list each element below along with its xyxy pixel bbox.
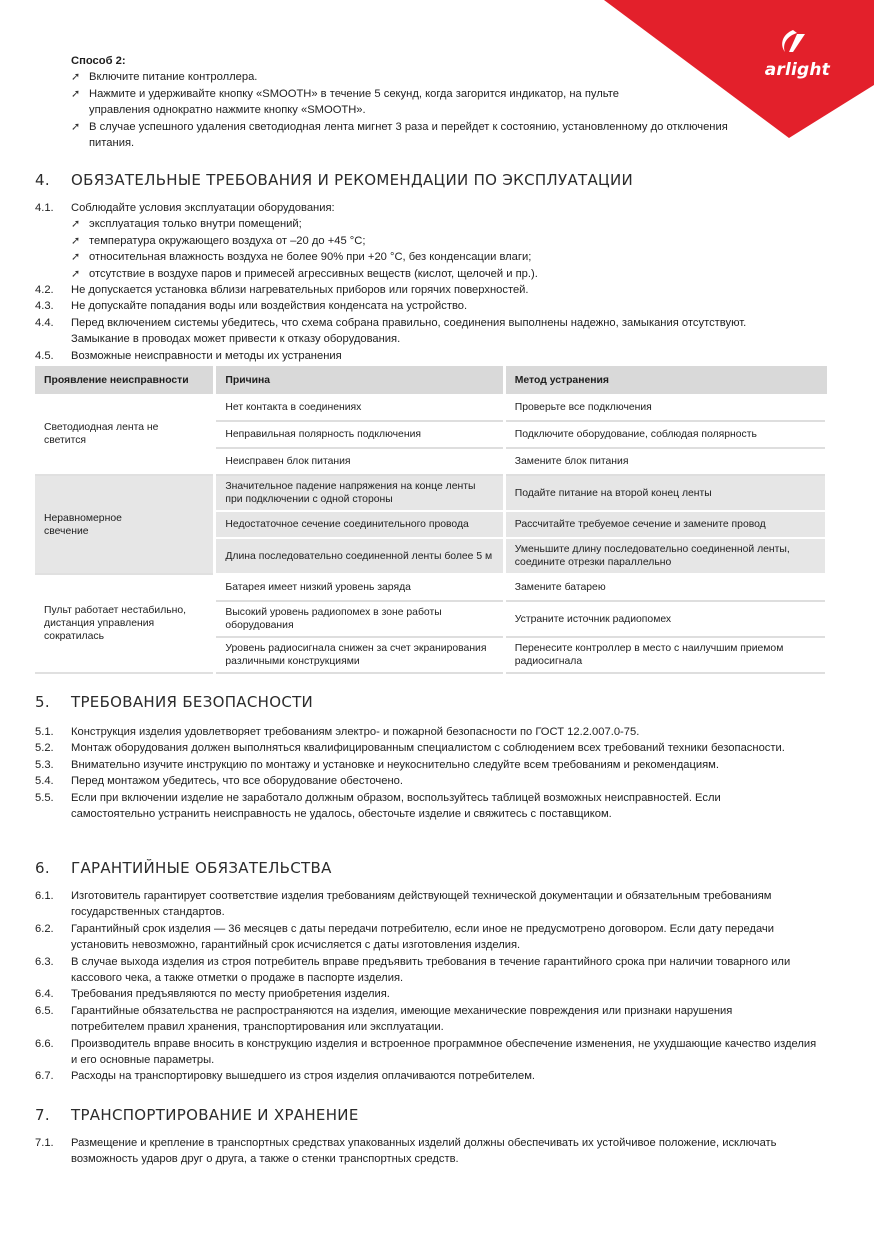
item-text: Производитель вправе вносить в конструкцию изделия и встроенное программное обеспечение изменения, не ухудшающие качество изделия и его основные параметры. xyxy=(71,1037,817,1067)
column-header-method: Метод устранения xyxy=(504,366,826,394)
item-text: Требования предъявляются по месту приобретения изделия. xyxy=(71,988,390,1001)
cause-cell: Уровень радиосигнала снижен за счет экранирования различными конструкциями xyxy=(215,637,504,673)
item-number: 5.4. xyxy=(35,775,54,788)
list-item xyxy=(35,757,825,773)
symptom-cell: Пульт работает нестабильно, дистанция управления сократилась xyxy=(35,574,215,673)
item-number: 5.1. xyxy=(35,726,54,738)
list-item xyxy=(35,1036,825,1069)
list-item xyxy=(35,888,805,921)
item-number: 6.6. xyxy=(35,1037,54,1050)
cause-cell: Высокий уровень радиопомех в зоне работы оборудования xyxy=(215,601,504,637)
list-item xyxy=(35,200,825,216)
fault-table xyxy=(35,366,828,674)
section-5-title xyxy=(35,694,313,710)
arrow-bullet-icon: ➚ xyxy=(71,234,81,247)
list-item xyxy=(71,86,631,119)
cause-cell: Неправильная полярность подключения xyxy=(215,421,504,448)
list-item xyxy=(35,773,825,789)
arrow-bullet-icon: ➚ xyxy=(71,87,81,100)
arrow-bullet-icon: ➚ xyxy=(71,267,81,280)
list-item-text: отсутствие в воздухе паров и примесей агрессивных веществ (кислот, щелочей и пр.). xyxy=(89,267,538,280)
item-number: 5.2. xyxy=(35,742,54,755)
list-item xyxy=(35,740,815,756)
list-item xyxy=(35,1068,825,1084)
item-number: 5.5. xyxy=(35,791,54,804)
item-text: Возможные неисправности и методы их устранения xyxy=(71,349,342,362)
item-text: Не допускается установка вблизи нагревательных приборов или горячих поверхностей. xyxy=(71,284,529,297)
column-header-symptom: Проявление неисправности xyxy=(35,366,215,394)
list-item xyxy=(71,266,825,282)
section-number: 6. xyxy=(35,859,50,877)
list-item xyxy=(71,69,751,85)
method-cell: Замените батарею xyxy=(504,574,826,601)
item-number: 6.1. xyxy=(35,890,54,902)
item-number: 6.3. xyxy=(35,955,54,968)
method-2-heading: Способ 2: xyxy=(71,55,126,67)
item-number: 4.5. xyxy=(35,349,54,362)
item-text: Монтаж оборудования должен выполняться квалифицированным специалистом с соблюдением всех требований техники безопасности. xyxy=(71,742,785,755)
list-item xyxy=(35,954,810,987)
section-6-items xyxy=(35,888,825,1085)
section-5-items xyxy=(35,724,825,822)
item-text: Перед монтажом убедитесь, что все оборудование обесточено. xyxy=(71,775,403,788)
cause-cell: Значительное падение напряжения на конце ленты при подключении с одной стороны xyxy=(215,475,504,511)
section-number: 5. xyxy=(35,693,50,711)
method-cell: Проверьте все подключения xyxy=(504,394,826,421)
list-item xyxy=(35,1003,795,1036)
list-item xyxy=(35,315,785,348)
arrow-bullet-icon: ➚ xyxy=(71,218,81,231)
section-heading: ГАРАНТИЙНЫЕ ОБЯЗАТЕЛЬСТВА xyxy=(71,859,332,877)
cause-cell: Недостаточное сечение соединительного провода xyxy=(215,511,504,538)
item-text: В случае выхода изделия из строя потребитель вправе предъявить требования в течение гарантийного срока при наличии товарного или кассового чека, а также отметки о продаже в паспорте изделия. xyxy=(71,955,791,985)
arrow-bullet-icon: ➚ xyxy=(71,120,81,133)
item-number: 5.3. xyxy=(35,758,54,771)
item-number: 6.5. xyxy=(35,1004,54,1017)
symptom-cell: Светодиодная лента не светится xyxy=(35,394,215,475)
section-number: 7. xyxy=(35,1106,50,1124)
item-text: Внимательно изучите инструкцию по монтажу и установке и неукоснительно следуйте всем требованиям и рекомендациям. xyxy=(71,758,719,771)
brand-logo-text: arlight xyxy=(764,60,830,80)
list-item-text: относительная влажность воздуха не более 90% при +20 °C, без конденсации влаги; xyxy=(89,251,532,264)
list-item-text: температура окружающего воздуха от –20 до +45 °C; xyxy=(89,234,366,247)
item-text: Размещение и крепление в транспортных средствах упакованных изделий должны обеспечивать их устойчивое положение, исключать возможность ударов друг о друга, а также о стенки транспортных средств. xyxy=(71,1137,777,1166)
item-text: Расходы на транспортировку вышедшего из строя изделия оплачиваются потребителем. xyxy=(71,1070,536,1083)
arrow-bullet-icon: ➚ xyxy=(71,251,81,264)
section-heading: ТРАНСПОРТИРОВАНИЕ И ХРАНЕНИЕ xyxy=(71,1106,359,1124)
item-number: 6.7. xyxy=(35,1070,54,1083)
column-header-cause: Причина xyxy=(215,366,504,394)
list-item xyxy=(35,282,825,298)
list-item xyxy=(35,348,825,364)
table-row xyxy=(35,394,827,421)
list-item-text: эксплуатация только внутри помещений; xyxy=(89,218,302,231)
section-number: 4. xyxy=(35,171,50,189)
item-number: 7.1. xyxy=(35,1137,54,1149)
table-header-row xyxy=(35,366,827,394)
list-item-text: Включите питание контроллера. xyxy=(89,71,258,84)
item-text: Изготовитель гарантирует соответствие изделия требованиям действующей технической документации и обязательным требованиям государственных стандартов. xyxy=(71,890,772,919)
item-text: Не допускайте попадания воды или воздействия конденсата на устройство. xyxy=(71,300,468,313)
method-cell: Подайте питание на второй конец ленты xyxy=(504,475,826,511)
list-item xyxy=(35,921,815,954)
item-number: 6.4. xyxy=(35,988,54,1001)
list-item-text: Нажмите и удерживайте кнопку «SMOOTH» в течение 5 секунд, когда загорится индикатор, на пульте управления однократно нажмите кнопку «SMOOTH». xyxy=(89,87,619,117)
table-row xyxy=(35,574,827,601)
method-cell: Замените блок питания xyxy=(504,448,826,475)
item-number: 4.3. xyxy=(35,300,54,313)
list-item xyxy=(35,986,825,1002)
method-cell: Подключите оборудование, соблюдая полярность xyxy=(504,421,826,448)
item-text: Соблюдайте условия эксплуатации оборудования: xyxy=(71,202,335,214)
item-text: Если при включении изделие не заработало должным образом, воспользуйтесь таблицей возможных неисправностей. Если самостоятельно устранить неисправность не удалось, обесточьте изделие и свяжитесь с поставщиком. xyxy=(71,791,721,821)
item-text: Конструкция изделия удовлетворяет требованиям электро- и пожарной безопасности по ГОСТ 12.2.007.0-75. xyxy=(71,726,640,738)
conditions-list xyxy=(35,216,825,282)
list-item xyxy=(71,249,825,265)
list-item xyxy=(71,119,731,152)
list-item xyxy=(35,790,795,823)
section-7-items xyxy=(35,1135,825,1168)
method-cell: Рассчитайте требуемое сечение и замените провод xyxy=(504,511,826,538)
item-number: 4.4. xyxy=(35,316,54,329)
cause-cell: Неисправен блок питания xyxy=(215,448,504,475)
item-number: 4.2. xyxy=(35,284,54,297)
item-number: 4.1. xyxy=(35,202,54,214)
list-item xyxy=(71,216,825,232)
item-text: Гарантийный срок изделия — 36 месяцев с даты передачи потребителю, если иное не предусмотрено договором. Если дату передачи установить невозможно, гарантийный срок исчисляется с даты изготовления изделия. xyxy=(71,922,775,952)
list-item xyxy=(35,298,825,314)
list-item-text: В случае успешного удаления светодиодная лента мигнет 3 раза и перейдет к состоянию, установленному до отключения питания. xyxy=(89,120,728,150)
section-heading: ТРЕБОВАНИЯ БЕЗОПАСНОСТИ xyxy=(71,693,314,711)
method-cell: Устраните источник радиопомех xyxy=(504,601,826,637)
method-cell: Уменьшите длину последовательно соединенной ленты, соедините отрезки параллельно xyxy=(504,538,826,574)
section-6-title xyxy=(35,860,332,876)
item-text: Гарантийные обязательства не распространяются на изделия, имеющие механические повреждения или признаки нарушения потребителем правил хранения, транспортирования или эксплуатации. xyxy=(71,1004,733,1034)
item-text: Перед включением системы убедитесь, что схема собрана правильно, соединения выполнены надежно, замыкания отсутствуют. Замыкание в проводах может привести к отказу оборудования. xyxy=(71,316,747,346)
list-item xyxy=(35,724,825,740)
method-cell: Перенесите контроллер в место с наилучшим приемом радиосигнала xyxy=(504,637,826,673)
symptom-cell: Неравномерное свечение xyxy=(35,475,215,574)
cause-cell: Нет контакта в соединениях xyxy=(215,394,504,421)
section-4-items xyxy=(35,200,825,364)
list-item xyxy=(71,233,825,249)
table-row xyxy=(35,475,827,511)
arrow-bullet-icon: ➚ xyxy=(71,71,81,84)
item-number: 6.2. xyxy=(35,922,54,935)
section-7-title xyxy=(35,1107,359,1123)
section-heading: ОБЯЗАТЕЛЬНЫЕ ТРЕБОВАНИЯ И РЕКОМЕНДАЦИИ ПО ЭКСПЛУАТАЦИИ xyxy=(71,171,634,189)
list-item xyxy=(35,1135,825,1168)
method-2-block xyxy=(71,53,751,151)
cause-cell: Длина последовательно соединенной ленты более 5 м xyxy=(215,538,504,574)
cause-cell: Батарея имеет низкий уровень заряда xyxy=(215,574,504,601)
section-4-title xyxy=(35,172,633,188)
